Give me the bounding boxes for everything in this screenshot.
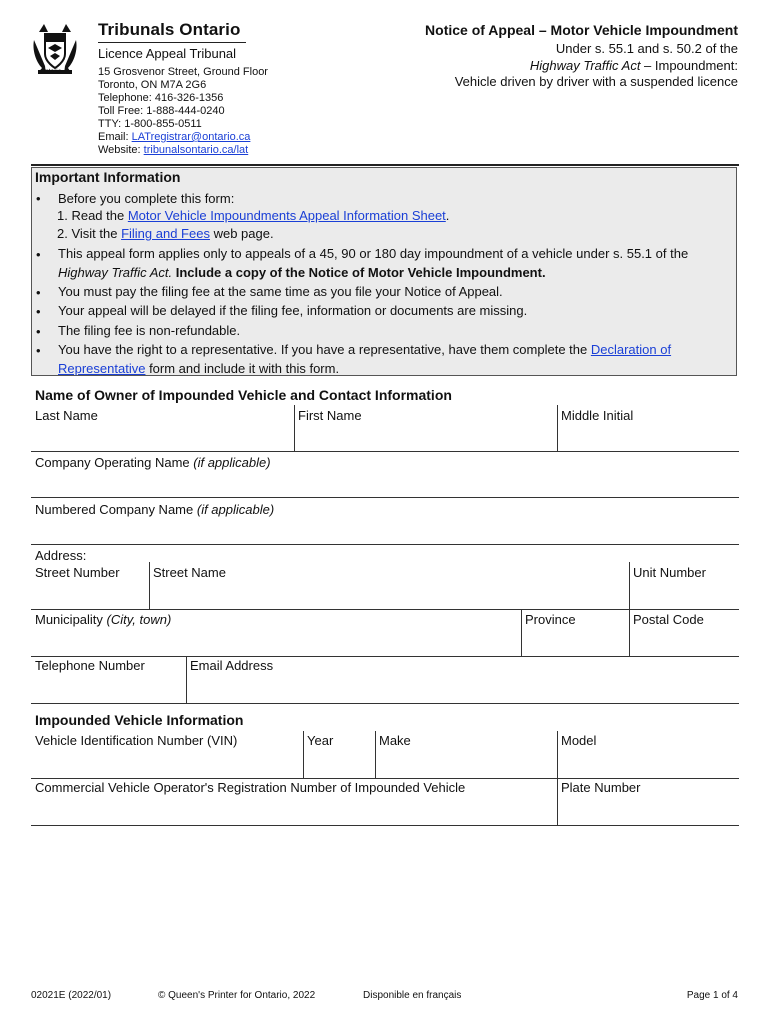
- info-subitem-1: 1. Read the Motor Vehicle Impoundments Appeal Information Sheet.: [57, 208, 450, 223]
- tty: TTY: 1-800-855-0511: [98, 118, 202, 130]
- info-sheet-link[interactable]: Motor Vehicle Impoundments Appeal Information Sheet: [127, 208, 446, 223]
- cvor-label: Commercial Vehicle Operator's Registration Number of Impounded Vehicle: [35, 780, 466, 795]
- last-name-label: Last Name: [35, 408, 98, 423]
- field-underline: [31, 825, 739, 826]
- telephone: Telephone: 416-326-1356: [98, 92, 224, 104]
- header-separator: [31, 164, 739, 166]
- year-field[interactable]: [307, 751, 371, 777]
- telephone-label: Telephone Number: [35, 658, 145, 673]
- field-divider: [149, 562, 150, 609]
- company-operating-label: Company Operating Name (if applicable): [35, 455, 271, 470]
- field-divider: [521, 609, 522, 656]
- info-item-representative: You have the right to a representative. If you have a representative, have them complete the Declaration of Representative form and include it with this form.: [58, 342, 672, 376]
- toll-free: Toll Free: 1-888-444-0240: [98, 105, 225, 117]
- postal-code-label: Postal Code: [633, 612, 704, 627]
- make-field[interactable]: [379, 751, 553, 777]
- info-subitem-2: 2. Visit the Filing and Fees web page.: [57, 226, 274, 241]
- make-label: Make: [379, 733, 411, 748]
- bullet: •: [36, 304, 41, 319]
- tribunal-name: Licence Appeal Tribunal: [98, 46, 237, 61]
- cvor-field[interactable]: [35, 798, 553, 824]
- field-divider: [629, 562, 630, 609]
- email-field[interactable]: [190, 676, 737, 702]
- bullet: •: [36, 343, 41, 358]
- form-subtitle: Under s. 55.1 and s. 50.2 of the Highway Traffic Act – Impoundment: Vehicle driven by driver with a suspended licence: [454, 41, 738, 89]
- field-divider: [303, 731, 304, 778]
- address-street: 15 Grosvenor Street, Ground Floor: [98, 66, 268, 78]
- middle-initial-label: Middle Initial: [561, 408, 634, 423]
- email-link[interactable]: LATregistrar@ontario.ca: [131, 131, 251, 143]
- field-divider: [629, 609, 630, 656]
- unit-number-label: Unit Number: [633, 565, 706, 580]
- street-number-label: Street Number: [35, 565, 120, 580]
- telephone-field[interactable]: [35, 676, 182, 702]
- plate-number-field[interactable]: [561, 798, 737, 824]
- field-underline: [31, 609, 739, 610]
- copyright: © Queen's Printer for Ontario, 2022: [158, 990, 316, 1001]
- important-information-heading: Important Information: [35, 169, 181, 185]
- field-underline: [31, 544, 739, 545]
- info-item-nonrefundable: The filing fee is non-refundable.: [58, 323, 241, 338]
- website-row: Website: tribunalsontario.ca/lat: [98, 144, 249, 156]
- info-item-delay: Your appeal will be delayed if the filing fee, information or documents are missing.: [58, 303, 528, 318]
- email-label: Email Address: [190, 658, 274, 673]
- field-divider: [186, 656, 187, 703]
- province-field[interactable]: [525, 629, 625, 655]
- street-name-field[interactable]: [153, 582, 625, 608]
- field-divider: [557, 731, 558, 778]
- first-name-field[interactable]: [298, 424, 554, 450]
- model-label: Model: [561, 733, 597, 748]
- declaration-link-part2[interactable]: Representative: [58, 361, 146, 376]
- page-number: Page 1 of 4: [686, 990, 738, 1001]
- field-divider: [375, 731, 376, 778]
- field-underline: [31, 778, 739, 779]
- field-underline: [31, 497, 739, 498]
- municipality-label: Municipality (City, town): [35, 612, 172, 627]
- middle-initial-field[interactable]: [561, 424, 737, 450]
- model-field[interactable]: [561, 751, 737, 777]
- postal-code-field[interactable]: [633, 629, 737, 655]
- field-underline: [31, 703, 739, 704]
- email-row: Email: LATregistrar@ontario.ca: [98, 131, 251, 143]
- bullet: •: [36, 191, 41, 206]
- info-item-fee: You must pay the filing fee at the same time as you file your Notice of Appeal.: [58, 284, 503, 299]
- contact-block: [98, 66, 268, 157]
- field-underline: [31, 656, 739, 657]
- field-divider: [557, 778, 558, 825]
- bullet: •: [36, 285, 41, 300]
- owner-section-heading: Name of Owner of Impounded Vehicle and Contact Information: [35, 387, 452, 403]
- municipality-field[interactable]: [35, 629, 517, 655]
- field-divider: [294, 405, 295, 451]
- vin-field[interactable]: [35, 751, 299, 777]
- street-name-label: Street Name: [153, 565, 226, 580]
- vehicle-section-heading: Impounded Vehicle Information: [35, 712, 244, 728]
- last-name-field[interactable]: [35, 424, 291, 450]
- bullet: •: [36, 324, 41, 339]
- info-item-before: Before you complete this form:: [58, 191, 235, 206]
- year-label: Year: [307, 733, 334, 748]
- address-city: Toronto, ON M7A 2G6: [98, 79, 207, 91]
- french-availability: Disponible en français: [363, 990, 462, 1001]
- company-operating-field[interactable]: [35, 472, 735, 496]
- crest-caption: Ontario: [40, 68, 62, 75]
- numbered-company-label: Numbered Company Name (if applicable): [35, 502, 275, 517]
- filing-fees-link[interactable]: Filing and Fees: [121, 226, 210, 241]
- vin-label: Vehicle Identification Number (VIN): [35, 733, 238, 748]
- unit-number-field[interactable]: [633, 582, 737, 608]
- first-name-label: First Name: [298, 408, 362, 423]
- organization-name: Tribunals Ontario: [98, 20, 241, 39]
- address-label: Address:: [35, 548, 87, 563]
- numbered-company-field[interactable]: [35, 519, 735, 543]
- street-number-field[interactable]: [35, 582, 145, 608]
- form-title: Notice of Appeal – Motor Vehicle Impoundment: [425, 22, 738, 38]
- field-underline: [31, 451, 739, 452]
- declaration-link-part1[interactable]: Declaration of: [590, 342, 672, 357]
- province-label: Province: [525, 612, 576, 627]
- plate-number-label: Plate Number: [561, 780, 641, 795]
- bullet: •: [36, 247, 41, 262]
- website-link[interactable]: tribunalsontario.ca/lat: [143, 144, 249, 156]
- info-item-scope: This appeal form applies only to appeals of a 45, 90 or 180 day impoundment of a vehicle under s. 55.1 of the Highway Traffic Act. Include a copy of the Notice of Motor Vehicle Impoundment.: [58, 246, 689, 280]
- field-divider: [557, 405, 558, 451]
- form-code: 02021E (2022/01): [31, 990, 112, 1001]
- header-divider: [98, 42, 246, 43]
